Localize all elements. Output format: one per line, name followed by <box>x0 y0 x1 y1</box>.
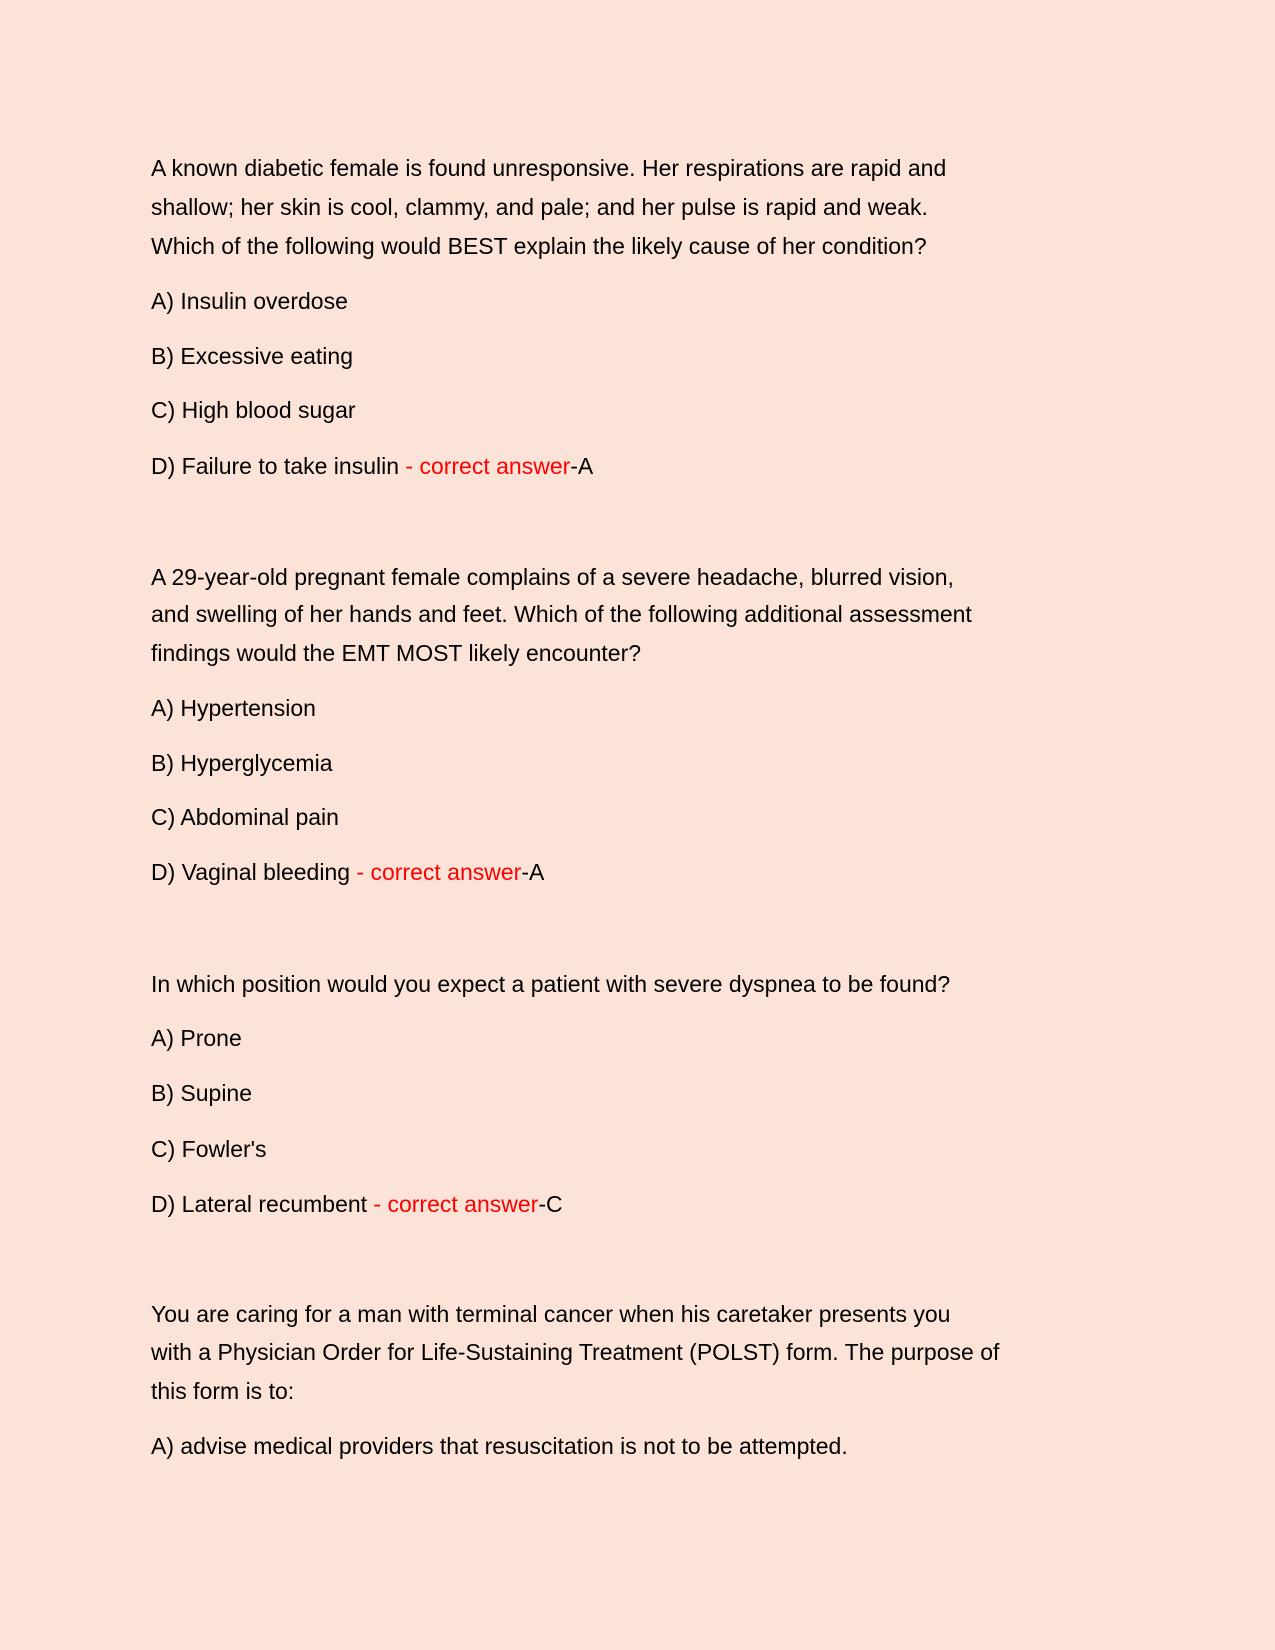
question-stem-line: In which position would you expect a patient with severe dyspnea to be found? <box>151 971 951 997</box>
option-a: A) Hypertension <box>151 695 316 721</box>
option-d-line <box>151 858 544 886</box>
option-b: B) Hyperglycemia <box>151 750 333 776</box>
question-stem-line: findings would the EMT MOST likely encounter? <box>151 640 642 666</box>
question-stem-line: You are caring for a man with terminal cancer when his caretaker presents you <box>151 1301 951 1327</box>
question-stem-line: shallow; her skin is cool, clammy, and pale; and her pulse is rapid and weak. <box>151 194 928 220</box>
option-c: C) Fowler's <box>151 1136 267 1162</box>
question-stem-line: this form is to: <box>151 1378 295 1404</box>
option-a: A) Prone <box>151 1025 242 1051</box>
correct-answer-letter: -C <box>538 1191 563 1217</box>
option-d: D) Failure to take insulin <box>151 453 399 479</box>
option-c: C) High blood sugar <box>151 397 356 423</box>
option-d: D) Vaginal bleeding <box>151 859 351 885</box>
correct-answer-letter: -A <box>570 453 594 479</box>
option-d: D) Lateral recumbent <box>151 1191 368 1217</box>
option-a: A) Insulin overdose <box>151 288 348 314</box>
option-d-line <box>151 452 593 480</box>
correct-answer-marker: - correct answer <box>350 859 522 885</box>
option-c: C) Abdominal pain <box>151 804 339 830</box>
option-b: B) Excessive eating <box>151 343 353 369</box>
correct-answer-marker: - correct answer <box>367 1191 539 1217</box>
question-stem-line: and swelling of her hands and feet. Which of the following additional assessment <box>151 601 972 627</box>
option-a: A) advise medical providers that resuscitation is not to be attempted. <box>151 1433 848 1459</box>
question-stem-line: with a Physician Order for Life-Sustaining Treatment (POLST) form. The purpose of <box>151 1339 1000 1365</box>
correct-answer-letter: -A <box>521 859 545 885</box>
correct-answer-marker: - correct answer <box>399 453 571 479</box>
question-stem-line: A 29-year-old pregnant female complains of a severe headache, blurred vision, <box>151 564 954 590</box>
question-stem-line: Which of the following would BEST explain the likely cause of her condition? <box>151 233 927 259</box>
option-b: B) Supine <box>151 1080 253 1106</box>
option-d-line <box>151 1190 563 1218</box>
question-stem-line: A known diabetic female is found unresponsive. Her respirations are rapid and <box>151 155 947 181</box>
